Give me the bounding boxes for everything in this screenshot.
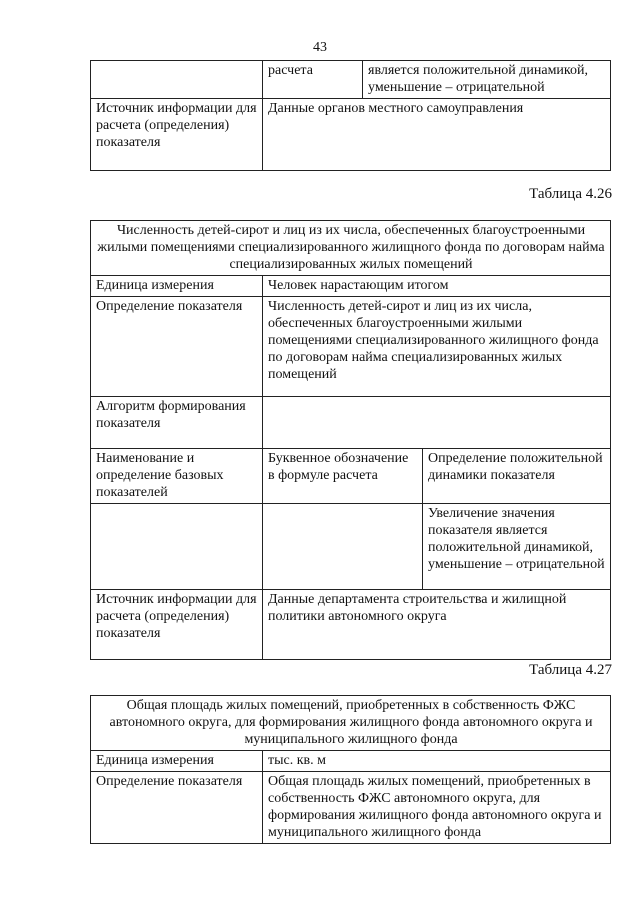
base-name-cell [91,504,263,590]
definition-label: Определение показателя [91,772,263,844]
source-value: Данные департамента строительства и жилищной политики автономного округа [263,590,611,660]
unit-value: Человек нарастающим итогом [263,276,611,297]
algorithm-value [263,397,611,449]
table-row [91,696,611,751]
table-row [91,751,611,772]
base-dynamics-header: Определение положительной динамики показателя [423,449,611,504]
table-4-26 [90,220,611,660]
table-4-27 [90,695,611,844]
source-label: Источник информации для расчета (определения) показателя [91,590,263,660]
table-row [91,449,611,504]
base-symbol-cell [263,504,423,590]
table-row [91,590,611,660]
table-cell: расчета [263,61,363,99]
base-dynamics-cell: Увеличение значения показателя является положительной динамикой, уменьшение – отрицательной [423,504,611,590]
definition-value: Численность детей-сирот и лиц из их числа, обеспеченных благоустроенными жилыми помещениями специализированного жилищного фонда по договорам найма специализированных жилых помещений [263,297,611,397]
algorithm-label: Алгоритм формирования показателя [91,397,263,449]
source-label: Источник информации для расчета (определения) показателя [91,99,263,171]
unit-label: Единица измерения [91,276,263,297]
table-cell: является положительной динамикой, уменьшение – отрицательной [363,61,611,99]
table-caption-4-26: Таблица 4.26 [529,186,612,202]
definition-label: Определение показателя [91,297,263,397]
table-title: Численность детей-сирот и лиц из их числа, обеспеченных благоустроенными жилыми помещениями специализированного жилищного фонда по договорам найма специализированных жилых помещений [91,221,611,276]
unit-label: Единица измерения [91,751,263,772]
table-row [91,397,611,449]
table-row [91,61,611,99]
table-title: Общая площадь жилых помещений, приобретенных в собственность ФЖС автономного округа, для формирования жилищного фонда автономного округа и муниципального жилищного фонда [91,696,611,751]
base-symbol-header: Буквенное обозначение в формуле расчета [263,449,423,504]
table-row [91,772,611,844]
base-name-header: Наименование и определение базовых показателей [91,449,263,504]
table-row [91,221,611,276]
table-row [91,276,611,297]
table-row [91,297,611,397]
page-number: 43 [313,40,327,55]
table-row [91,504,611,590]
source-value: Данные органов местного самоуправления [263,99,611,171]
table-caption-4-27: Таблица 4.27 [529,662,612,678]
table-row [91,99,611,171]
table-top [90,60,611,171]
unit-value: тыс. кв. м [263,751,611,772]
table-cell [91,61,263,99]
definition-value: Общая площадь жилых помещений, приобретенных в собственность ФЖС автономного округа, для формирования жилищного фонда автономного округа и муниципального жилищного фонда [263,772,611,844]
